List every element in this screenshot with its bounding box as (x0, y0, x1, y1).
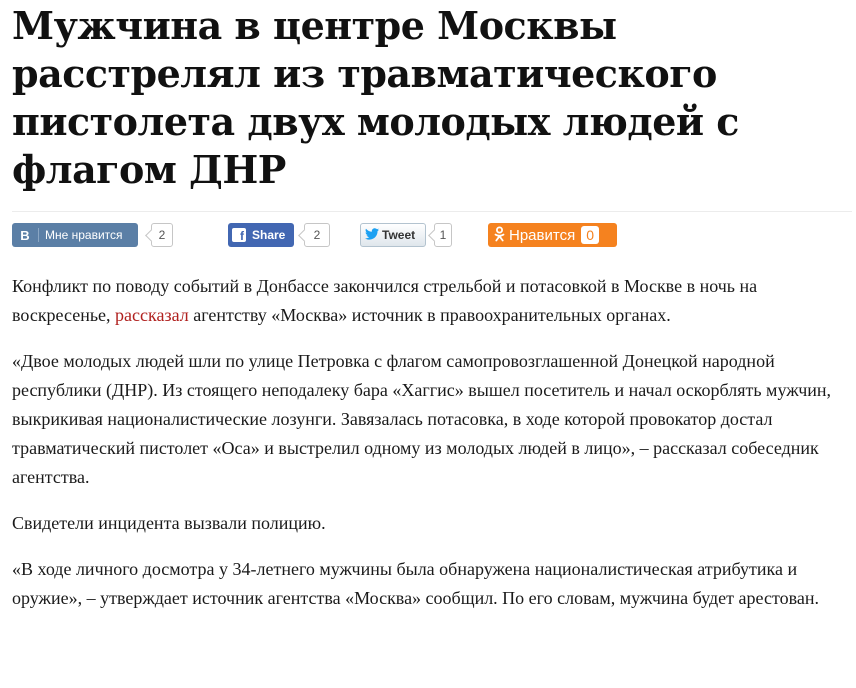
paragraph-text: Конфликт по поводу событий в Донбассе закончился стрельбой и потасовкой в Москве в ночь на воскресенье, (12, 276, 758, 325)
odnoklassniki-like-count: 0 (581, 226, 599, 244)
vk-like-button[interactable] (12, 223, 138, 247)
facebook-logo-icon: f (232, 228, 246, 242)
article-body (12, 272, 842, 630)
facebook-share-label: Share (252, 228, 286, 242)
article-title: Мужчина в центре Москвы расстрелял из травматического пистолета двух молодых людей с флагом ДНР (12, 3, 739, 192)
twitter-tweet-label: Tweet (382, 228, 416, 242)
twitter-tweet-button[interactable] (360, 223, 426, 247)
article-paragraph (12, 272, 842, 330)
paragraph-text: агентству «Москва» источник в правоохранительных органах. (188, 305, 671, 325)
vk-like-count: 2 (151, 223, 173, 247)
facebook-share-count: 2 (304, 223, 330, 247)
article-paragraph: «В ходе личного досмотра у 34-летнего мужчины была обнаружена националистическая атрибутика и оружие», – утверждает источник агентства «Москва» сообщил. По его словам, мужчина будет арестован. (12, 559, 819, 608)
divider (12, 211, 852, 212)
facebook-share-button[interactable] (228, 223, 294, 247)
odnoklassniki-like-label: Нравится (509, 226, 576, 244)
source-link[interactable]: рассказал (115, 305, 189, 325)
vk-separator (38, 228, 39, 242)
twitter-tweet-count: 1 (434, 223, 452, 247)
twitter-bird-icon (365, 228, 379, 243)
odnoklassniki-like-button[interactable] (488, 223, 617, 247)
share-bar (12, 221, 852, 249)
vk-logo-icon: B (20, 227, 30, 243)
article-paragraph: Свидетели инцидента вызвали полицию. (12, 513, 326, 533)
article-paragraph: «Двое молодых людей шли по улице Петровка с флагом самопровозглашенной Донецкой народной республики (ДНР). Из стоящего неподалеку бара «Хаггис» вышел посетитель и начал оскорблять мужчин, выкрикивая националистические лозунги. Завязалась потасовка, в ходе которой провокатор достал травматический пистолет «Оса» и выстрелил одному из молодых людей в лицо», – рассказал собеседник агентства. (12, 351, 832, 487)
odnoklassniki-logo-icon (493, 226, 505, 245)
vk-like-label: Мне нравится (45, 228, 123, 242)
